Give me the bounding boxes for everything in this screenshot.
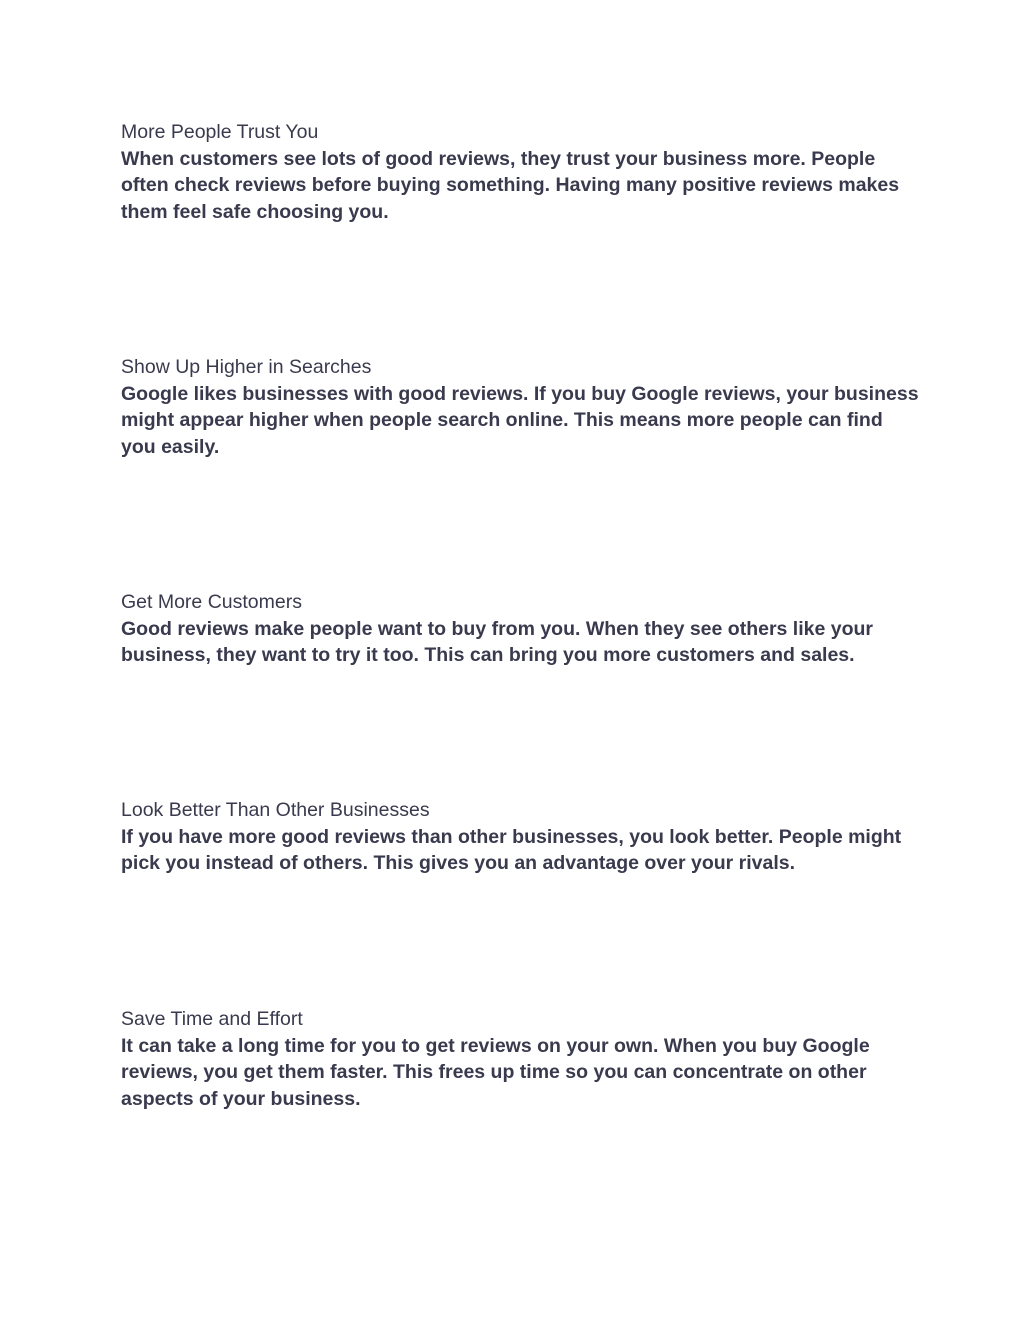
- section-heading: Get More Customers: [121, 591, 302, 613]
- section-get-more-customers: [121, 589, 921, 669]
- section-heading: Look Better Than Other Businesses: [121, 799, 430, 821]
- section-more-people-trust-you: [121, 119, 921, 225]
- section-paragraph: Google likes businesses with good reviews. If you buy Google reviews, your business might appear higher when people search online. This means more people can find you easily.: [121, 382, 919, 458]
- section-paragraph: It can take a long time for you to get reviews on your own. When you buy Google reviews, you get them faster. This frees up time so you can concentrate on other aspects of your business.: [121, 1034, 870, 1110]
- section-heading: Show Up Higher in Searches: [121, 356, 372, 378]
- section-paragraph: Good reviews make people want to buy from you. When they see others like your business, they want to try it too. This can bring you more customers and sales.: [121, 617, 874, 666]
- section-heading: Save Time and Effort: [121, 1008, 303, 1030]
- section-heading: More People Trust You: [121, 121, 319, 143]
- section-show-up-higher-in-searches: [121, 354, 921, 460]
- section-paragraph: When customers see lots of good reviews, they trust your business more. People often check reviews before buying something. Having many positive reviews makes them feel safe choosing you.: [121, 147, 900, 223]
- section-paragraph: If you have more good reviews than other businesses, you look better. People might pick you instead of others. This gives you an advantage over your rivals.: [121, 825, 902, 874]
- section-look-better-than-other-businesses: [121, 797, 921, 877]
- section-save-time-and-effort: [121, 1006, 921, 1112]
